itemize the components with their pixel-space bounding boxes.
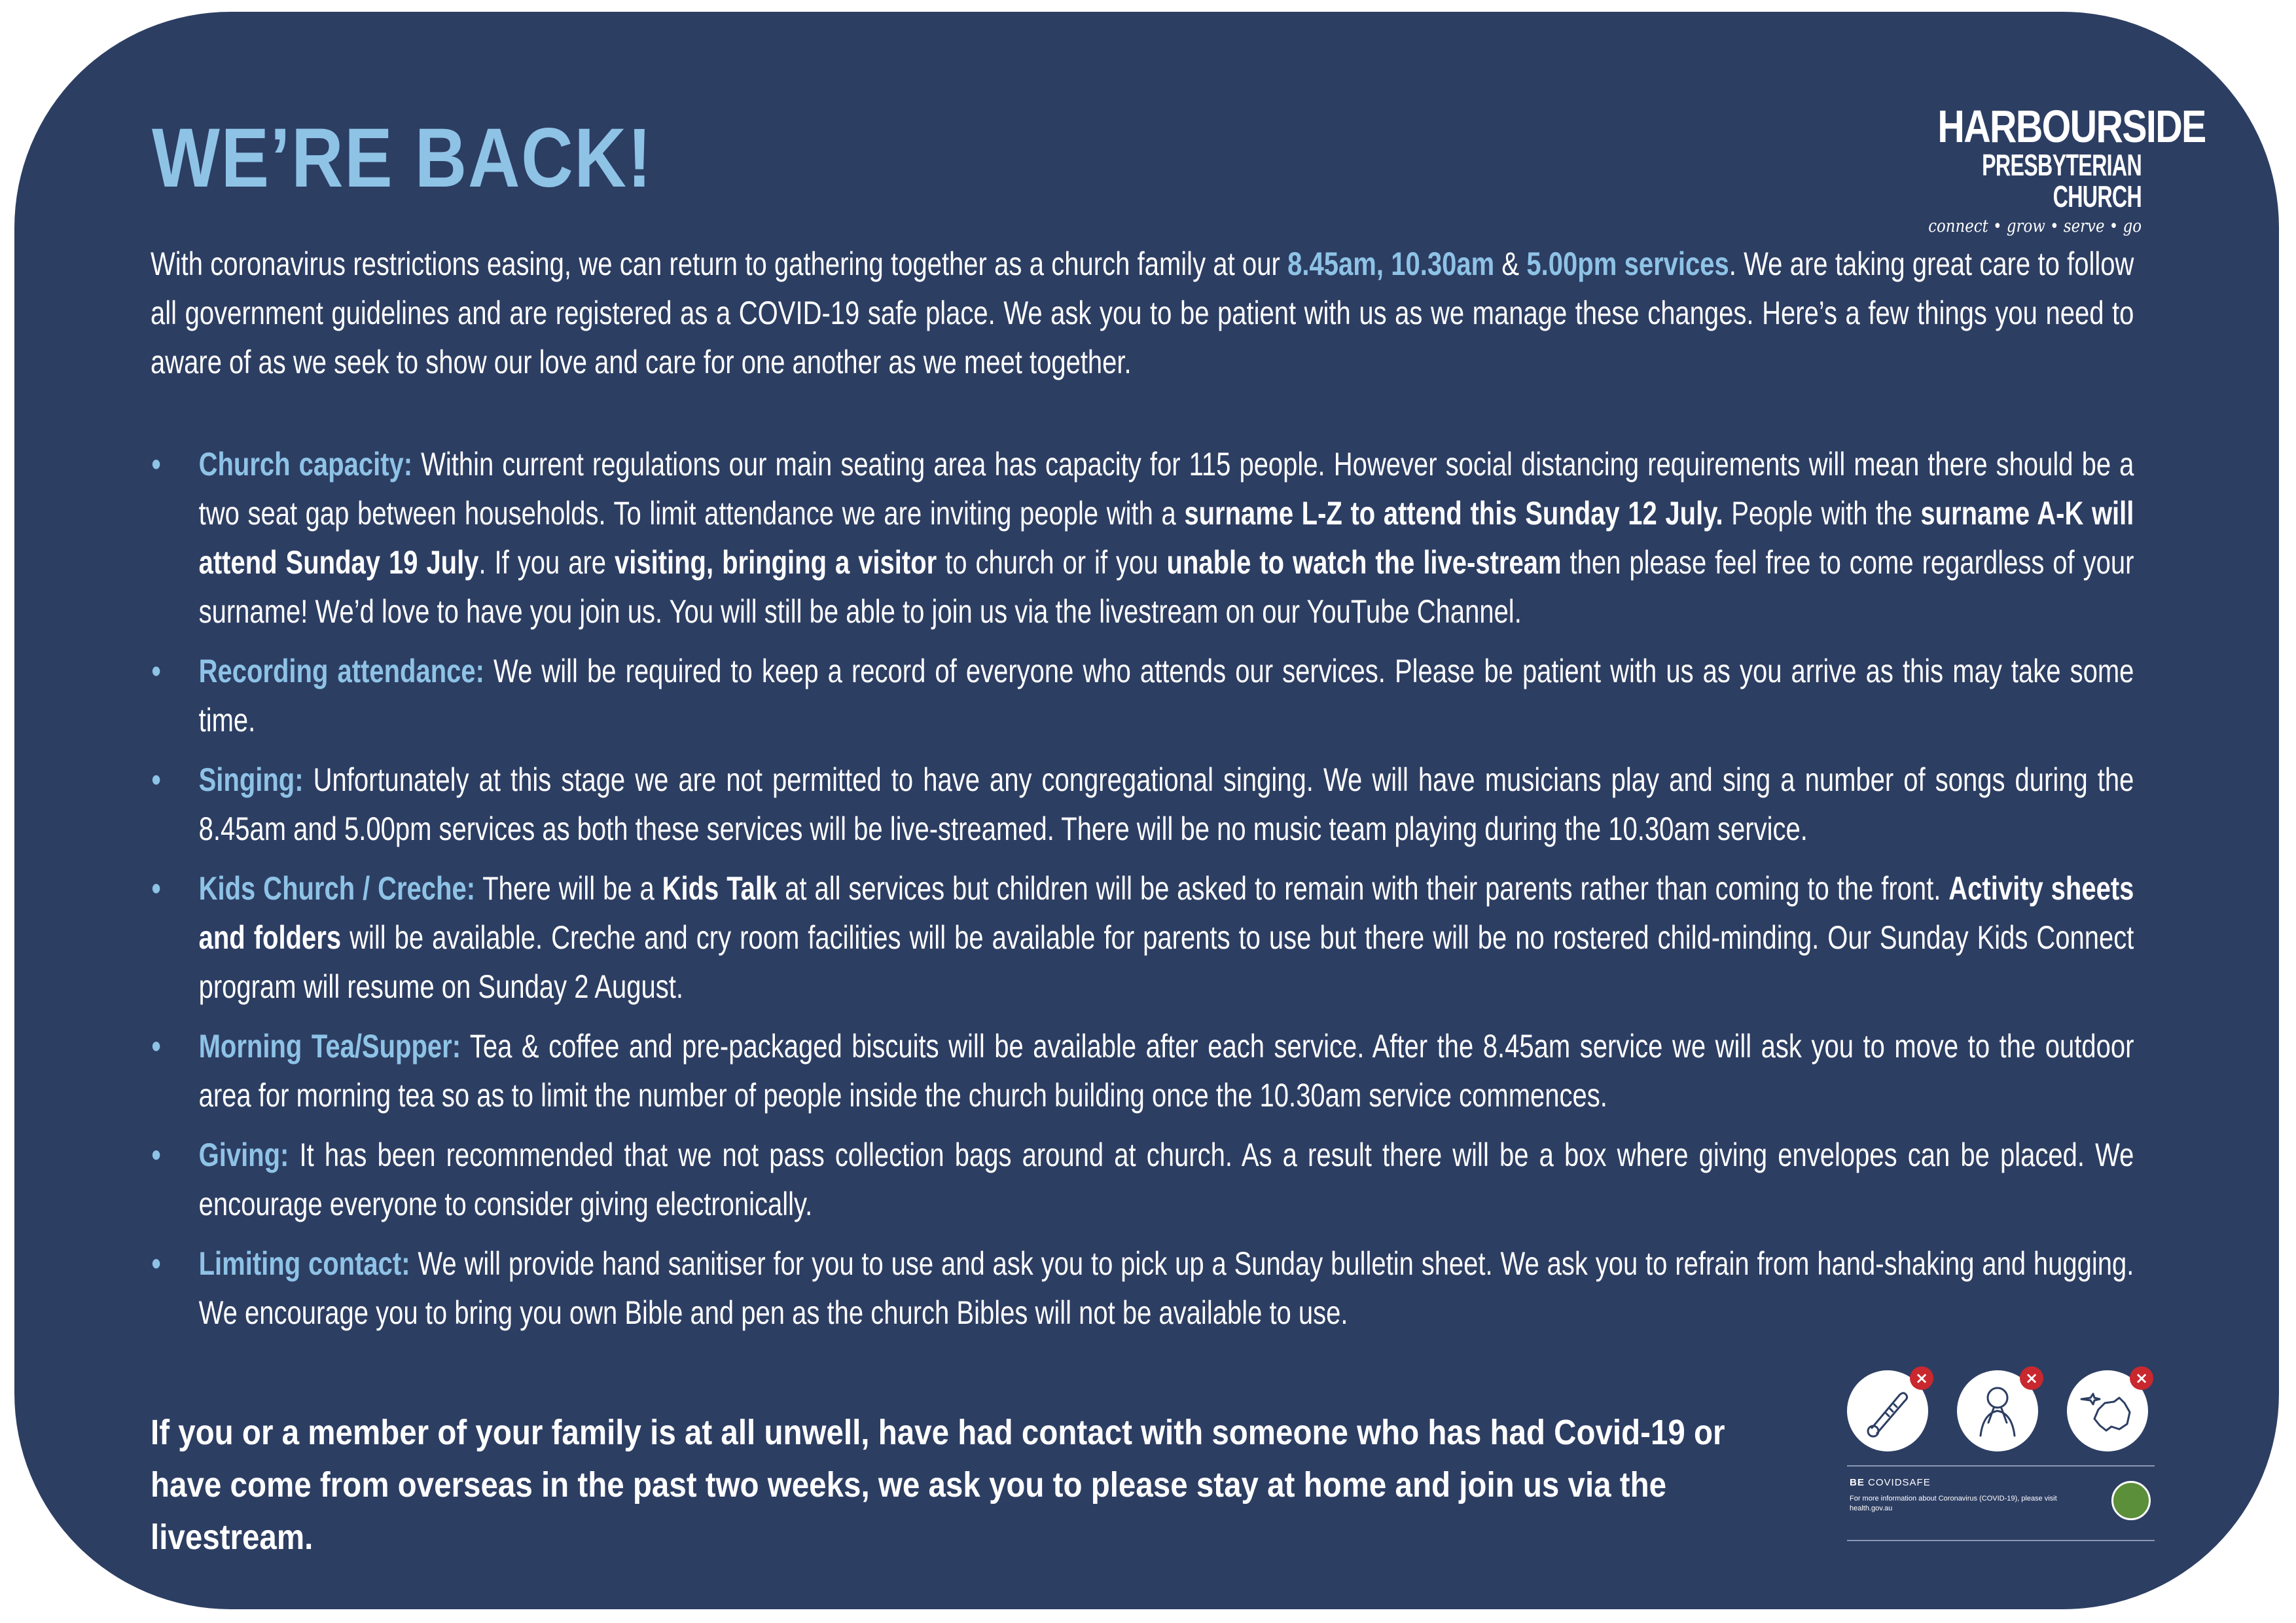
list-item-singing <box>151 756 2134 854</box>
item-emphasis: surname L-Z to attend this Sunday 12 July. <box>1184 495 1723 532</box>
covidsafe-title <box>1850 1477 1931 1488</box>
item-emphasis: visiting, bringing a visitor <box>614 544 937 581</box>
item-label: Recording attendance: <box>198 653 484 689</box>
list-item-capacity <box>151 440 2134 636</box>
service-time-evening: 5.00pm services <box>1526 246 1729 282</box>
covidsafe-note: For more information about Coronavirus (COVID-19), please visit health.gov.au <box>1850 1495 2057 1512</box>
thermometer-icon <box>1847 1370 1928 1451</box>
item-text: Tea & coffee and pre-packaged biscuits will be available after each service. After the 8.45am service we will ask you to move to the outdoor area for morning tea so as to limit the number of people inside the church building once the 10.30am service commences. <box>198 1028 2134 1114</box>
item-label: Kids Church / Creche: <box>198 870 476 907</box>
close-icon: × <box>2130 1366 2153 1390</box>
item-text: will be available. Creche and cry room facilities will be available for parents to use but there will be no rostered child-minding. Our Sunday Kids Connect program will resume on Sunday 2 August. <box>198 919 2134 1005</box>
church-logo <box>1893 101 2206 236</box>
intro-text: With coronavirus restrictions easing, we can return to gathering together as a church family at our <box>151 246 1288 282</box>
item-text: Unfortunately at this stage we are not permitted to have any congregational singing. We will have musicians play and sing a number of songs during the 8.45am and 5.00pm services as both these services will be live-streamed. There will be no music team playing during the 10.30am service. <box>198 761 2134 847</box>
bullet-icon: • <box>151 1245 161 1282</box>
list-item-giving <box>151 1131 2134 1229</box>
item-text: then please feel free to come regardless of your surname! We’d love to have you join us. You will still be able to join us via the livestream on our YouTube Channel. <box>198 544 2134 630</box>
logo-tagline: connect • grow • serve • go <box>1928 216 2142 236</box>
flyer-card <box>14 12 2279 1609</box>
item-text: We will provide hand sanitiser for you to use and ask you to pick up a Sunday bulletin sheet. We ask you to refrain from hand-shaking and hugging. We encourage you to bring you own Bible and pen as the church Bibles will not be available to use. <box>198 1245 2134 1331</box>
item-text: to church or if you <box>937 544 1167 581</box>
item-emphasis: surname A-K will attend Sunday 19 July <box>198 495 2134 581</box>
list-item-kids <box>151 864 2134 1012</box>
intro-paragraph <box>151 240 2134 387</box>
item-emphasis: unable to watch the live-stream <box>1166 544 1562 581</box>
item-label: Morning Tea/Supper: <box>198 1028 461 1065</box>
item-text: at all services but children will be asked to remain with their parents rather than coming to the front. <box>777 870 1949 907</box>
logo-subname: PRESBYTERIAN CHURCH <box>1982 148 2142 214</box>
close-icon: × <box>1910 1366 1933 1390</box>
bullet-icon: • <box>151 1028 161 1065</box>
list-item-morning-tea <box>151 1022 2134 1120</box>
item-text: . If you are <box>478 544 615 581</box>
item-text: We will be required to keep a record of everyone who attends our services. Please be patient with us as you arrive as this may take some time. <box>198 653 2134 739</box>
intro-amp: & <box>1494 246 1527 282</box>
item-label: Limiting contact: <box>198 1245 410 1282</box>
item-text: There will be a <box>475 870 662 907</box>
bullet-icon: • <box>151 1137 161 1173</box>
bullet-icon: • <box>151 653 161 689</box>
bullet-icon: • <box>151 761 161 798</box>
logo-name: HARBOURSIDE <box>1937 101 2206 152</box>
sick-person-icon <box>1957 1370 2038 1451</box>
service-times: 8.45am, 10.30am <box>1287 246 1495 282</box>
overseas-travel-icon <box>2067 1370 2148 1451</box>
intro-text-end: . We are taking great care to follow all government guidelines and are registered as a COVID-19 safe place. We ask you to be patient with us as we manage these changes. Here’s a few things you need to aware of as we seek to show our love and care for one another as we meet together. <box>151 246 2134 380</box>
item-label: Church capacity: <box>198 446 413 483</box>
guidelines-list <box>151 440 2134 1348</box>
bullet-icon: • <box>151 870 161 907</box>
covidsafe-be: BE <box>1850 1477 1865 1488</box>
item-label: Giving: <box>198 1137 289 1173</box>
bullet-icon: • <box>151 446 161 483</box>
covidsafe-brand: COVIDSAFE <box>1868 1477 1931 1488</box>
item-emphasis: Kids Talk <box>662 870 778 907</box>
item-text: People with the <box>1723 495 1921 532</box>
page-title: WE’RE BACK! <box>152 111 653 205</box>
close-icon: × <box>2020 1366 2043 1390</box>
item-emphasis: Activity sheets and folders <box>198 870 2134 956</box>
list-item-attendance <box>151 647 2134 745</box>
list-item-contact <box>151 1239 2134 1338</box>
covidsafe-banner <box>1847 1465 2155 1541</box>
item-label: Singing: <box>198 761 304 798</box>
covidsafe-icons <box>1847 1370 2155 1455</box>
item-text: It has been recommended that we not pass collection bags around at church. As a result there will be a box where giving envelopes can be placed. We encourage everyone to consider giving electronically. <box>198 1137 2134 1222</box>
government-seal-icon <box>2111 1481 2151 1520</box>
health-notice: If you or a member of your family is at all unwell, have had contact with someone who has had Covid-19 or have come from overseas in the past two weeks, we ask you to please stay at home and join us via the livestream. <box>151 1413 1725 1557</box>
item-text: Within current regulations our main seating area has capacity for 115 people. However social distancing requirements will mean there should be a two seat gap between households. To limit attendance we are inviting people with a <box>198 446 2134 532</box>
